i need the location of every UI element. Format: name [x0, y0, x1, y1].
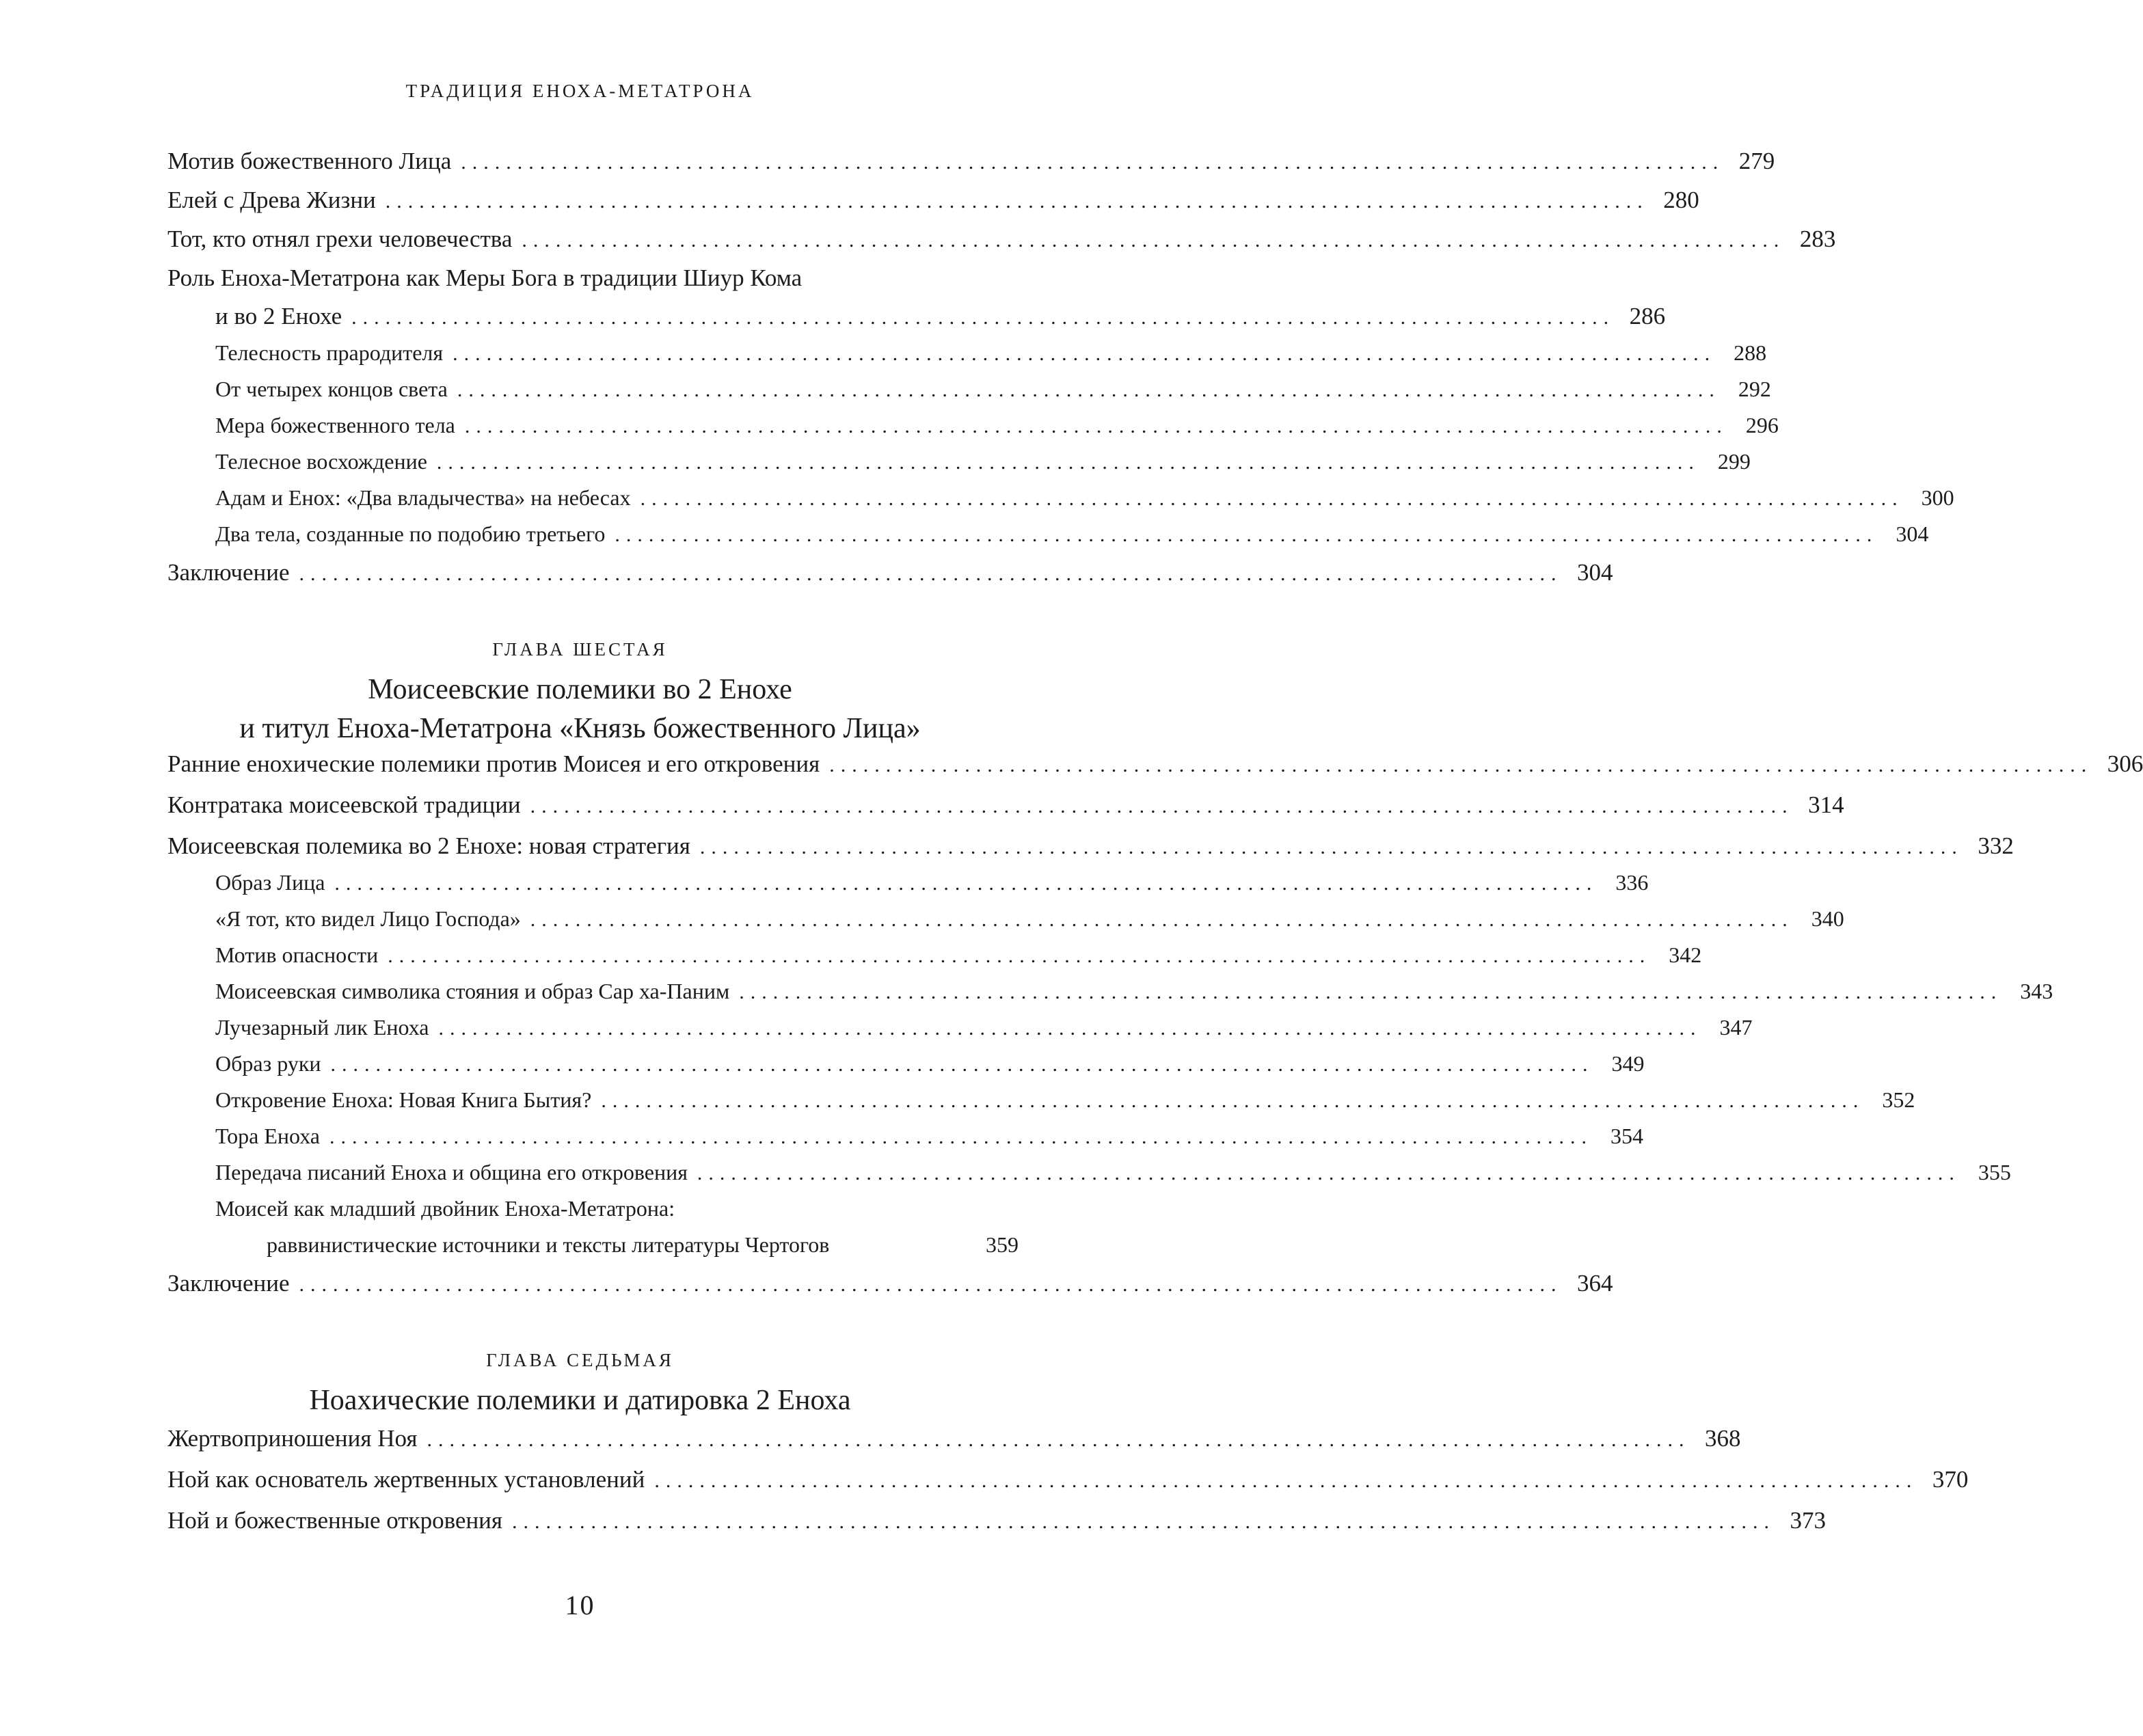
toc-entry [167, 1466, 1969, 1504]
dot-leader: ................................................................................................................ [697, 1162, 1960, 1184]
toc-subentry [215, 1196, 1019, 1234]
toc-entry-title: Елей с Древа Жизни [167, 187, 376, 213]
toc-entry-title: Роль Еноха-Метатрона как Меры Бога в традиции Шиур Кома [167, 265, 803, 291]
toc-entry-page: 300 [1921, 485, 1954, 510]
toc-entry-page: 349 [1611, 1051, 1645, 1076]
toc-entry-page: 340 [1811, 906, 1844, 931]
dot-leader: ................................................................................................................ [640, 487, 1904, 510]
toc-entry-title: Заключение [167, 1270, 290, 1297]
toc-entry-title: Контратака моисеевской традиции [167, 791, 521, 818]
toc-entry-page: 343 [2020, 979, 2053, 1003]
toc-subentry [215, 1160, 2011, 1198]
toc-entry-page: 370 [1932, 1466, 1969, 1493]
dot-leader: ................................................................................................................ [522, 229, 1785, 252]
toc-entry [167, 265, 1019, 303]
toc-entry-page: 292 [1738, 377, 1771, 401]
toc-entry-page: 279 [1738, 148, 1775, 174]
dot-leader: ................................................................................................................ [512, 1510, 1775, 1533]
dot-leader: ................................................................................................................ [464, 415, 1728, 437]
dot-leader: ................................................................................................................ [461, 151, 1725, 174]
toc-subentry [215, 1124, 1643, 1162]
toc-subentry [215, 870, 1649, 908]
toc-entry-continuation [215, 303, 1666, 341]
toc-entry-page: 354 [1610, 1124, 1643, 1148]
toc-entry [167, 791, 1844, 830]
toc-entry-title: Мотив опасности [215, 942, 379, 967]
dot-leader: ................................................................................................................ [829, 754, 2093, 776]
dot-leader: ................................................................................................................ [601, 1089, 1865, 1112]
toc-entry-title: Адам и Енох: «Два владычества» на небесах [215, 485, 631, 510]
dot-leader: ................................................................................................................ [299, 562, 1563, 585]
toc-entry-page: 364 [1577, 1270, 1613, 1297]
toc-entry-page: 304 [1896, 521, 1929, 546]
toc-entry-page: 299 [1717, 449, 1751, 474]
dot-leader: ................................................................................................................ [453, 342, 1716, 365]
toc-entry-title: «Я тот, кто видел Лицо Господа» [215, 906, 521, 931]
dot-leader: ................................................................................................................ [388, 945, 1652, 967]
dot-leader: ................................................................................................................ [299, 1273, 1563, 1296]
toc-entry-title: Ной и божественные откровения [167, 1507, 502, 1534]
toc-entry-title: Моисеевская полемика во 2 Енохе: новая стратегия [167, 832, 690, 859]
toc-entry-title: Откровение Еноха: Новая Книга Бытия? [215, 1087, 592, 1112]
toc-entry [167, 1507, 1826, 1545]
toc-entry [167, 1425, 1741, 1463]
toc-subentry [215, 979, 2053, 1017]
toc-entry-title: Ной как основатель жертвенных установлений [167, 1466, 645, 1493]
toc-subentry [215, 906, 1844, 945]
toc-entry-page: 347 [1719, 1015, 1753, 1040]
toc-subentry [215, 377, 1771, 415]
dot-leader: ................................................................................................................ [530, 908, 1794, 931]
dot-leader: ................................................................................................................ [438, 1017, 1702, 1040]
chapter-title: и титул Еноха-Метатрона «Князь божественного Лица» [239, 713, 921, 744]
toc-subentry [215, 449, 1751, 487]
toc-entry-title: Заключение [167, 559, 290, 586]
toc-entry-page: 286 [1629, 303, 1666, 329]
chapter-label: ГЛАВА ШЕСТАЯ [492, 639, 668, 660]
toc-entry-page: 306 [2107, 750, 2143, 777]
toc-entry-title: Мотив божественного Лица [167, 148, 452, 174]
toc-entry-page: 304 [1577, 559, 1613, 586]
toc-entry-page: 355 [1978, 1160, 2011, 1184]
dot-leader: ................................................................................................................ [699, 836, 1963, 858]
toc-entry-page: 373 [1790, 1507, 1826, 1534]
toc-entry-page: 283 [1799, 226, 1836, 252]
toc-entry-title: Два тела, созданные по подобию третьего [215, 521, 606, 546]
toc-entry-title: Мера божественного тела [215, 413, 455, 437]
dot-leader: ................................................................................................................ [334, 872, 1598, 895]
toc-entry-title: Образ Лица [215, 870, 325, 895]
page-number: 10 [565, 1590, 595, 1620]
chapter-title: Ноахические полемики и датировка 2 Еноха [309, 1385, 851, 1416]
toc-entry [167, 148, 1775, 186]
toc-subentry [215, 485, 1954, 524]
toc-entry-title: Моисеевская символика стояния и образ Сар ха-Паним [215, 979, 730, 1003]
toc-subentry [215, 413, 1779, 451]
toc-entry-title: Тот, кто отнял грехи человечества [167, 226, 513, 252]
toc-entry-page: 359 [986, 1232, 1019, 1257]
dot-leader: ................................................................................................................ [329, 1126, 1593, 1148]
toc-entry-title: Телесное восхождение [215, 449, 427, 474]
toc-entry-page: 352 [1882, 1087, 1915, 1112]
toc-entry [167, 750, 2143, 789]
chapter-label: ГЛАВА СЕДЬМАЯ [486, 1350, 674, 1370]
toc-subentry [215, 340, 1767, 379]
toc-entry-page: 336 [1615, 870, 1649, 895]
toc-subentry [215, 1015, 1753, 1053]
chapter-title: Моисеевские полемики во 2 Енохе [368, 674, 792, 705]
toc-entry-page: 280 [1663, 187, 1699, 213]
dot-leader: ................................................................................................................ [654, 1469, 1918, 1492]
toc-entry [167, 1270, 1613, 1308]
dot-leader: ................................................................................................................ [739, 981, 2003, 1003]
toc-entry-title: раввинистические источники и тексты литературы Чертогов [267, 1232, 830, 1257]
toc-entry-title: Жертвоприношения Ноя [167, 1425, 418, 1452]
dot-leader: ................................................................................................................ [615, 524, 1878, 546]
toc-entry [167, 832, 2014, 871]
toc-entry-page: 314 [1808, 791, 1844, 818]
toc-entry-title: Образ руки [215, 1051, 321, 1076]
toc-subentry [215, 1051, 1645, 1089]
toc-entry-page: 342 [1669, 942, 1702, 967]
dot-leader: ................................................................................................................ [457, 379, 1721, 401]
toc-entry [167, 187, 1699, 225]
toc-entry [167, 559, 1613, 597]
toc-entry-title: Моисей как младший двойник Еноха-Метатрона: [215, 1196, 675, 1221]
dot-leader: ................................................................................................................ [351, 306, 1615, 329]
toc-entry-title: и во 2 Енохе [215, 303, 342, 329]
toc-entry [167, 226, 1836, 264]
toc-entry-title: От четырех концов света [215, 377, 448, 401]
toc-subentry [215, 1087, 1915, 1126]
toc-entry-title: Тора Еноха [215, 1124, 320, 1148]
running-head: ТРАДИЦИЯ ЕНОХА-МЕТАТРОНА [405, 81, 755, 101]
dot-leader: ................................................................................................................ [427, 1428, 1690, 1451]
toc-entry-page: 296 [1745, 413, 1779, 437]
toc-subentry-continuation [267, 1232, 1019, 1271]
dot-leader: ................................................................................................................ [436, 451, 1700, 474]
toc-entry-page: 288 [1734, 340, 1767, 365]
toc-entry-page: 368 [1704, 1425, 1741, 1452]
toc-entry-title: Лучезарный лик Еноха [215, 1015, 429, 1040]
dot-leader: ................................................................................................................ [530, 795, 1794, 817]
toc-entry-title: Ранние енохические полемики против Моисея и его откровения [167, 750, 820, 777]
toc-subentry [215, 521, 1929, 560]
toc-entry-page: 332 [1978, 832, 2014, 859]
dot-leader: ................................................................................................................ [330, 1053, 1594, 1076]
toc-entry-title: Телесность прародителя [215, 340, 444, 365]
dot-leader: ................................................................................................................ [385, 190, 1649, 213]
toc-subentry [215, 942, 1702, 981]
toc-entry-title: Передача писаний Еноха и община его откровения [215, 1160, 688, 1184]
